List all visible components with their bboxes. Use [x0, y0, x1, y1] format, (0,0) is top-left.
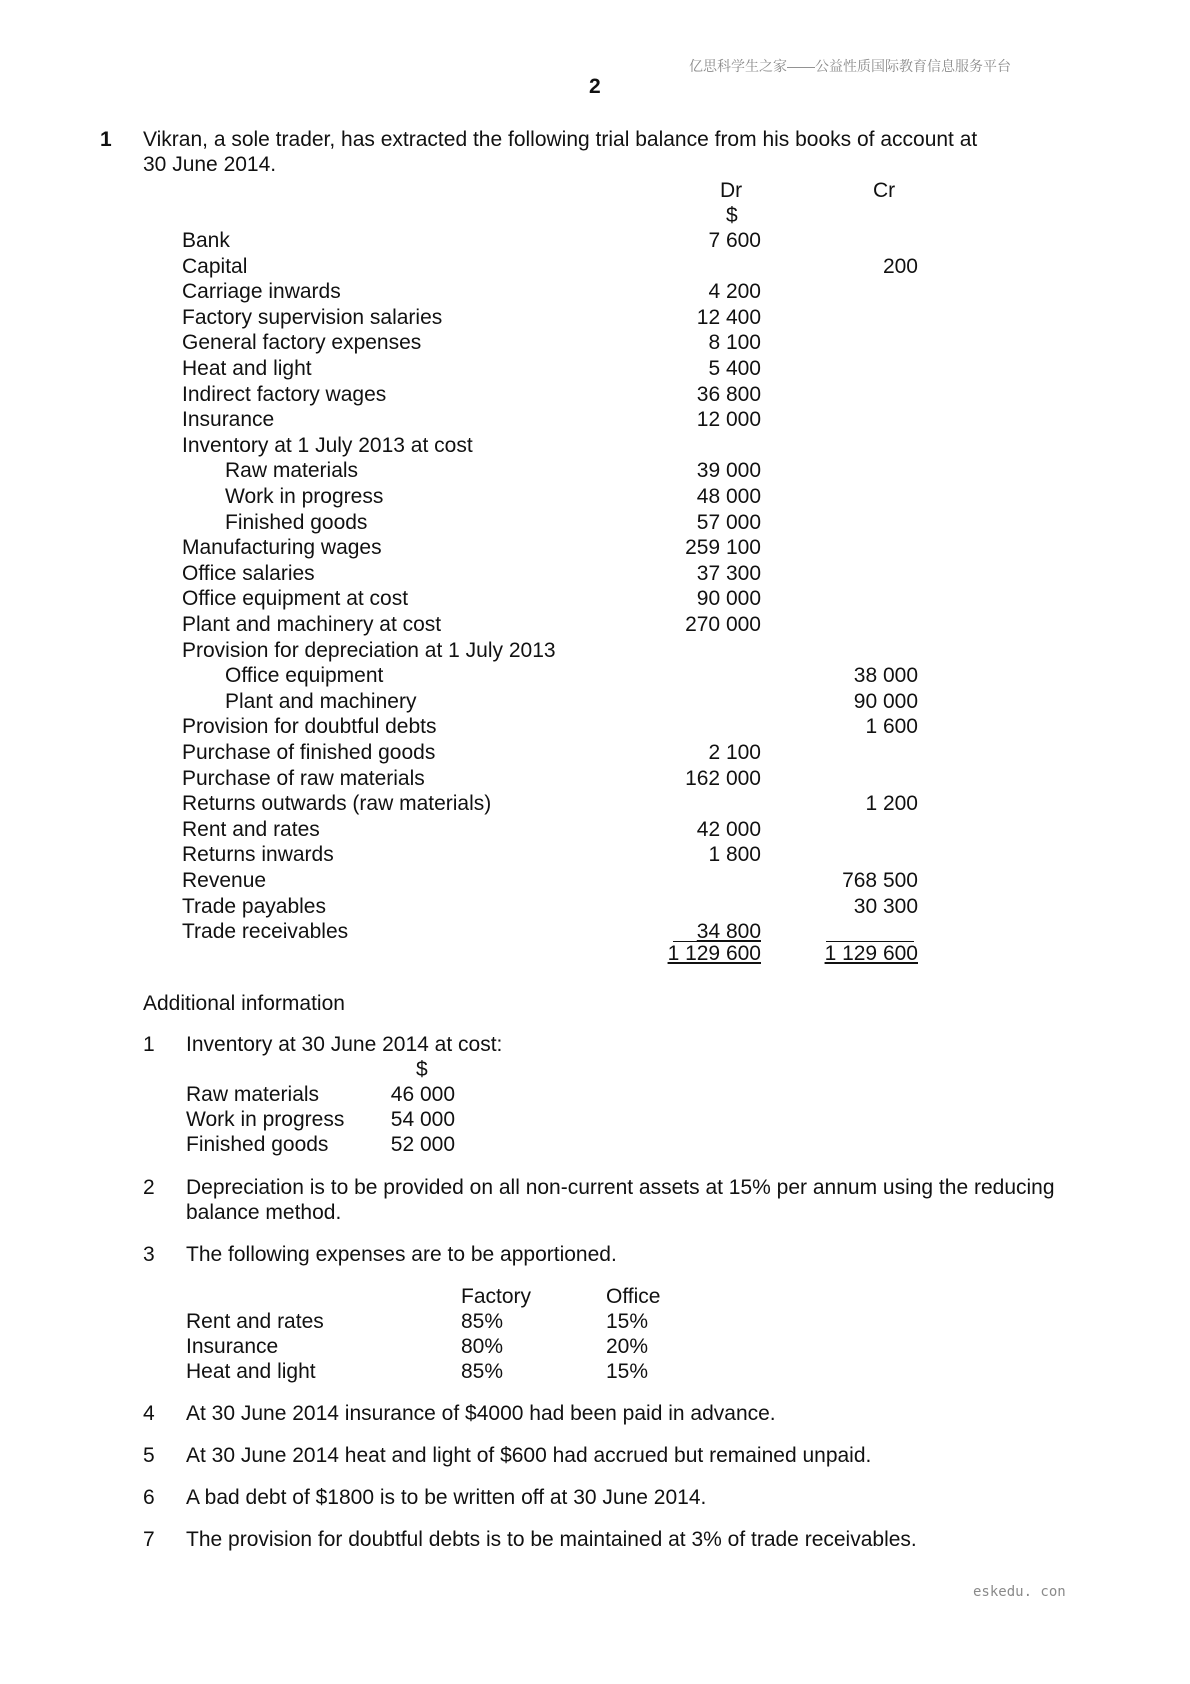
tb-row-label: Returns inwards — [182, 843, 334, 866]
inventory-value: 46 000 — [390, 1083, 455, 1106]
tb-row-dr: 39 000 — [696, 459, 761, 482]
apportion-office: 15% — [606, 1310, 649, 1333]
tb-row-label: Manufacturing wages — [182, 536, 382, 559]
page-number: 2 — [589, 75, 601, 98]
tb-row-dr: 2 100 — [708, 741, 761, 764]
tb-row-cr: 30 300 — [853, 895, 918, 918]
apportion-col-factory: Factory — [461, 1285, 532, 1308]
tb-row-dr: 7 600 — [708, 229, 761, 252]
cr-heading: Cr — [873, 179, 896, 202]
inventory-label: Raw materials — [186, 1083, 320, 1106]
additional-info-heading: Additional information — [143, 992, 345, 1015]
tb-row-label: Heat and light — [182, 357, 312, 380]
question-number: 1 — [100, 128, 112, 151]
tb-row-dr: 34 800 — [696, 920, 761, 943]
tb-row-dr: 36 800 — [696, 383, 761, 406]
apportion-factory: 85% — [461, 1310, 504, 1333]
tb-row-label: Raw materials — [225, 459, 359, 482]
item1-number: 1 — [143, 1033, 155, 1056]
tb-row-cr: 38 000 — [853, 664, 918, 687]
tb-row-label: Provision for depreciation at 1 July 2013 — [182, 639, 556, 662]
item7-text: The provision for doubtful debts is to be maintained at 3% of trade receivables. — [186, 1528, 917, 1551]
tb-row-label: Trade payables — [182, 895, 326, 918]
tb-row-cr: 768 500 — [842, 869, 918, 892]
apportion-factory: 85% — [461, 1360, 504, 1383]
tb-row-label: Office equipment — [225, 664, 384, 687]
inventory-value: 52 000 — [390, 1133, 455, 1156]
apportion-factory: 80% — [461, 1335, 504, 1358]
tb-row-dr: 162 000 — [685, 767, 761, 790]
dr-total: 1 129 600 — [667, 942, 761, 965]
item5-text: At 30 June 2014 heat and light of $600 had accrued but remained unpaid. — [186, 1444, 872, 1467]
tb-row-label: Carriage inwards — [182, 280, 341, 303]
tb-row-label: Bank — [182, 229, 230, 252]
tb-row-dr: 259 100 — [685, 536, 761, 559]
tb-row-label: Work in progress — [225, 485, 384, 508]
tb-row-label: Office salaries — [182, 562, 315, 585]
tb-row-label: Insurance — [182, 408, 275, 431]
item2-number: 2 — [143, 1176, 155, 1199]
item2-text-line1: Depreciation is to be provided on all non-current assets at 15% per annum using the reducing — [186, 1176, 1055, 1199]
item2-text-line2: balance method. — [186, 1201, 342, 1224]
apportion-label: Insurance — [186, 1335, 279, 1358]
tb-row-label: Trade receivables — [182, 920, 349, 943]
inventory-value: 54 000 — [390, 1108, 455, 1131]
tb-row-dr: 270 000 — [685, 613, 761, 636]
tb-row-dr: 5 400 — [708, 357, 761, 380]
tb-row-label: Plant and machinery — [225, 690, 417, 713]
tb-row-dr: 12 000 — [696, 408, 761, 431]
tb-row-dr: 12 400 — [696, 306, 761, 329]
item6-number: 6 — [143, 1486, 155, 1509]
apportion-label: Heat and light — [186, 1360, 316, 1383]
header-watermark: 亿思科学生之家——公益性质国际教育信息服务平台 — [689, 58, 1011, 74]
tb-row-label: Plant and machinery at cost — [182, 613, 442, 636]
tb-row-label: Rent and rates — [182, 818, 320, 841]
tb-row-cr: 1 600 — [865, 715, 918, 738]
tb-row-label: Provision for doubtful debts — [182, 715, 437, 738]
tb-row-dr: 48 000 — [696, 485, 761, 508]
tb-row-dr: 1 800 — [708, 843, 761, 866]
item1-unit: $ — [416, 1058, 428, 1081]
tb-row-label: Inventory at 1 July 2013 at cost — [182, 434, 473, 457]
tb-row-cr: 1 200 — [865, 792, 918, 815]
apportion-office: 20% — [606, 1335, 649, 1358]
tb-row-cr: 200 — [882, 255, 918, 278]
apportion-office: 15% — [606, 1360, 649, 1383]
apportion-label: Rent and rates — [186, 1310, 324, 1333]
dr-heading: Dr — [720, 179, 743, 202]
item3-text: The following expenses are to be apportioned. — [186, 1243, 617, 1266]
inventory-label: Work in progress — [186, 1108, 345, 1131]
tb-row-label: Returns outwards (raw materials) — [182, 792, 492, 815]
item1-text: Inventory at 30 June 2014 at cost: — [186, 1033, 503, 1056]
item4-number: 4 — [143, 1402, 155, 1425]
tb-row-label: Capital — [182, 255, 248, 278]
dr-unit: $ — [726, 204, 738, 227]
tb-row-label: Factory supervision salaries — [182, 306, 443, 329]
tb-row-label: Finished goods — [225, 511, 368, 534]
apportion-col-office: Office — [606, 1285, 661, 1308]
tb-row-cr: 90 000 — [853, 690, 918, 713]
item3-number: 3 — [143, 1243, 155, 1266]
tb-row-dr: 57 000 — [696, 511, 761, 534]
tb-row-dr: 37 300 — [696, 562, 761, 585]
item5-number: 5 — [143, 1444, 155, 1467]
item4-text: At 30 June 2014 insurance of $4000 had been paid in advance. — [186, 1402, 776, 1425]
tb-row-label: Office equipment at cost — [182, 587, 409, 610]
tb-row-dr: 8 100 — [708, 331, 761, 354]
tb-row-dr: 4 200 — [708, 280, 761, 303]
tb-row-label: Purchase of raw materials — [182, 767, 425, 790]
tb-row-label: Purchase of finished goods — [182, 741, 436, 764]
question-intro-line1: Vikran, a sole trader, has extracted the following trial balance from his books of account at — [143, 128, 978, 151]
question-intro-line2: 30 June 2014. — [143, 153, 277, 176]
tb-row-dr: 90 000 — [696, 587, 761, 610]
tb-row-label: Revenue — [182, 869, 267, 892]
footer-site: eskedu. con — [973, 1584, 1066, 1600]
item6-text: A bad debt of $1800 is to be written off at 30 June 2014. — [186, 1486, 707, 1509]
tb-row-dr: 42 000 — [696, 818, 761, 841]
cr-total: 1 129 600 — [824, 942, 918, 965]
tb-row-label: Indirect factory wages — [182, 383, 387, 406]
item7-number: 7 — [143, 1528, 155, 1551]
inventory-label: Finished goods — [186, 1133, 329, 1156]
tb-row-label: General factory expenses — [182, 331, 422, 354]
